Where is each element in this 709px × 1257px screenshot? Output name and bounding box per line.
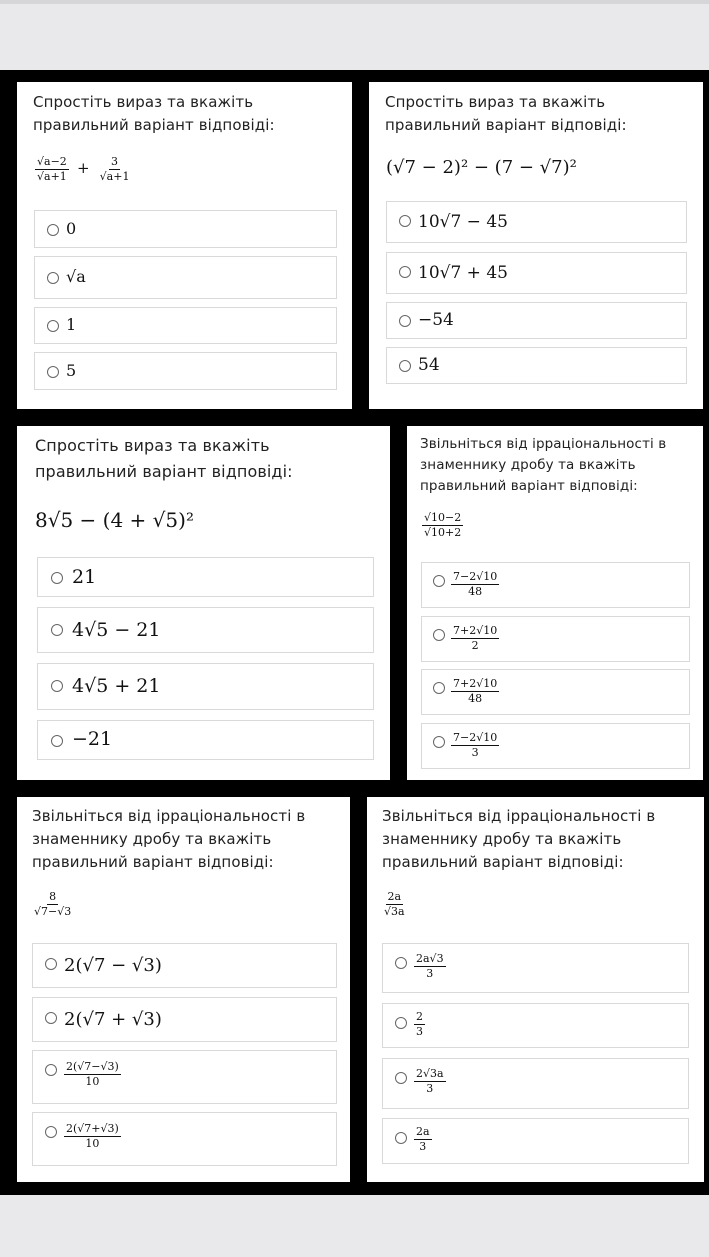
answer-option-4[interactable]: 54 bbox=[386, 347, 687, 384]
answer-option-2[interactable]: $\frac{2}{3}$ bbox=[382, 1003, 689, 1048]
radio-button[interactable] bbox=[433, 736, 445, 748]
answer-option-4[interactable]: 5 bbox=[34, 352, 337, 390]
question-text: Звільніться від ірраціональності в знаменнику дробу та вкажіть правильний варіант відповіді: bbox=[32, 807, 306, 871]
math-expression: 8√5 − (4 + √5)² bbox=[35, 508, 194, 532]
answer-option-3[interactable]: $\frac{2(√7-√3)}{10}$ bbox=[32, 1050, 337, 1104]
answer-option-4[interactable]: $\frac{2a}{3}$ bbox=[382, 1118, 689, 1164]
answer-option-4[interactable]: $\frac{7-2√10}{3}$ bbox=[421, 723, 690, 769]
question-text: Спростіть вираз та вкажіть правильний варіант відповіді: bbox=[35, 436, 293, 481]
answer-option-2[interactable]: 4√5 − 21 bbox=[37, 607, 374, 653]
radio-button[interactable] bbox=[399, 360, 411, 372]
radio-button[interactable] bbox=[395, 957, 407, 969]
radio-button[interactable] bbox=[399, 215, 411, 227]
answer-option-2[interactable]: √a bbox=[34, 256, 337, 299]
answer-option-1[interactable]: 10√7 − 45 bbox=[386, 201, 687, 243]
radio-button[interactable] bbox=[45, 1012, 57, 1024]
question-text: Звільніться від ірраціональності в знаменнику дробу та вкажіть правильний варіант відповіді: bbox=[420, 436, 667, 494]
question-text: Спростіть вираз та вкажіть правильний варіант відповіді: bbox=[33, 93, 275, 134]
answer-option-2[interactable]: 10√7 + 45 bbox=[386, 252, 687, 294]
math-expression: (√7 − 2)² − (7 − √7)² bbox=[386, 157, 577, 178]
answer-option-4[interactable]: −21 bbox=[37, 720, 374, 760]
radio-button[interactable] bbox=[47, 272, 59, 284]
radio-button[interactable] bbox=[51, 680, 63, 692]
math-expression: $\frac{2a}{√3a}$ bbox=[384, 890, 405, 919]
answer-option-1[interactable]: 21 bbox=[37, 557, 374, 597]
answer-option-1[interactable]: 0 bbox=[34, 210, 337, 248]
radio-button[interactable] bbox=[45, 1064, 57, 1076]
question-card-1 bbox=[17, 82, 352, 409]
answer-option-1[interactable]: $\frac{7-2√10}{48}$ bbox=[421, 562, 690, 608]
radio-button[interactable] bbox=[51, 624, 63, 636]
answer-option-1[interactable]: $\frac{2a√3}{3}$ bbox=[382, 943, 689, 993]
math-expression: $\frac{√a-2}{√a+1}$ + $\frac{3}{√a+1}$ bbox=[37, 155, 130, 184]
question-card-3 bbox=[17, 426, 390, 780]
answer-option-3[interactable]: 1 bbox=[34, 307, 337, 344]
answer-option-1[interactable]: 2(√7 − √3) bbox=[32, 943, 337, 988]
question-card-4 bbox=[407, 426, 703, 780]
question-card-5 bbox=[17, 797, 350, 1182]
radio-button[interactable] bbox=[51, 572, 63, 584]
answer-option-3[interactable]: 4√5 + 21 bbox=[37, 663, 374, 710]
answer-option-3[interactable]: $\frac{2√3a}{3}$ bbox=[382, 1058, 689, 1109]
top-divider bbox=[0, 0, 709, 4]
math-expression: $\frac{8}{√7-√3}$ bbox=[34, 890, 72, 919]
answer-option-2[interactable]: 2(√7 + √3) bbox=[32, 997, 337, 1042]
answer-option-2[interactable]: $\frac{7+2√10}{2}$ bbox=[421, 616, 690, 662]
radio-button[interactable] bbox=[47, 366, 59, 378]
radio-button[interactable] bbox=[399, 315, 411, 327]
answer-option-4[interactable]: $\frac{2(√7+√3)}{10}$ bbox=[32, 1112, 337, 1166]
question-text: Спростіть вираз та вкажіть правильний варіант відповіді: bbox=[385, 93, 627, 134]
math-expression: $\frac{√10-2}{√10+2}$ bbox=[424, 511, 462, 540]
radio-button[interactable] bbox=[51, 735, 63, 747]
question-card-6 bbox=[367, 797, 704, 1182]
radio-button[interactable] bbox=[399, 266, 411, 278]
radio-button[interactable] bbox=[433, 575, 445, 587]
radio-button[interactable] bbox=[395, 1132, 407, 1144]
radio-button[interactable] bbox=[47, 224, 59, 236]
answer-option-3[interactable]: $\frac{7+2√10}{48}$ bbox=[421, 669, 690, 715]
question-text: Звільніться від ірраціональності в знаменнику дробу та вкажіть правильний варіант відповіді: bbox=[382, 807, 656, 871]
radio-button[interactable] bbox=[433, 682, 445, 694]
radio-button[interactable] bbox=[45, 958, 57, 970]
radio-button[interactable] bbox=[45, 1126, 57, 1138]
radio-button[interactable] bbox=[47, 320, 59, 332]
answer-option-3[interactable]: −54 bbox=[386, 302, 687, 339]
radio-button[interactable] bbox=[433, 629, 445, 641]
radio-button[interactable] bbox=[395, 1017, 407, 1029]
radio-button[interactable] bbox=[395, 1072, 407, 1084]
question-card-2 bbox=[369, 82, 703, 409]
